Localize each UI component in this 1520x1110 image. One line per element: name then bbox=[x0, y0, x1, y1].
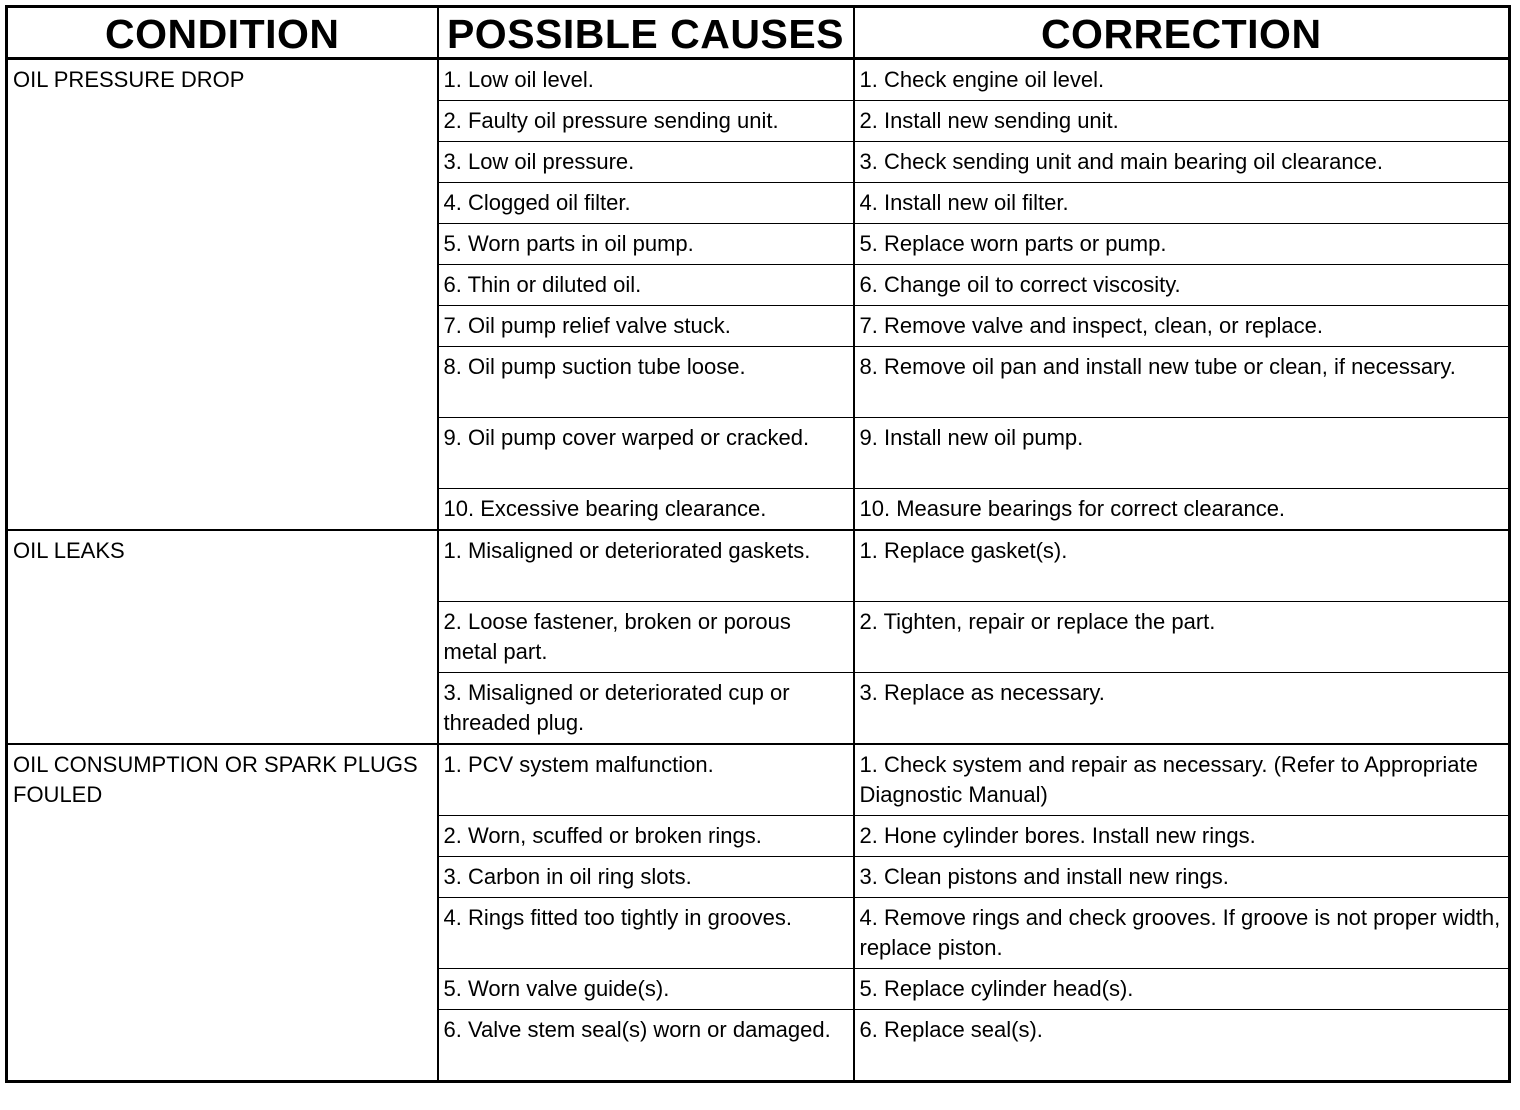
correction-cell: 7. Remove valve and inspect, clean, or replace. bbox=[854, 306, 1510, 347]
cause-cell: 1. PCV system malfunction. bbox=[438, 744, 854, 816]
condition-cell: OIL LEAKS bbox=[7, 530, 438, 744]
condition-cell: OIL PRESSURE DROP bbox=[7, 59, 438, 531]
cause-cell: 3. Carbon in oil ring slots. bbox=[438, 857, 854, 898]
cause-cell: 1. Misaligned or deteriorated gaskets. bbox=[438, 530, 854, 602]
cause-cell: 4. Rings fitted too tightly in grooves. bbox=[438, 898, 854, 969]
cause-cell: 6. Valve stem seal(s) worn or damaged. bbox=[438, 1010, 854, 1082]
cause-cell: 8. Oil pump suction tube loose. bbox=[438, 347, 854, 418]
correction-cell: 1. Check system and repair as necessary. (Refer to Appropriate Diagnostic Manual) bbox=[854, 744, 1510, 816]
cause-cell: 6. Thin or diluted oil. bbox=[438, 265, 854, 306]
cause-cell: 5. Worn parts in oil pump. bbox=[438, 224, 854, 265]
correction-cell: 9. Install new oil pump. bbox=[854, 418, 1510, 489]
correction-cell: 10. Measure bearings for correct clearance. bbox=[854, 489, 1510, 531]
cause-cell: 1. Low oil level. bbox=[438, 59, 854, 101]
correction-cell: 5. Replace cylinder head(s). bbox=[854, 969, 1510, 1010]
header-possible-causes: POSSIBLE CAUSES bbox=[438, 7, 854, 59]
correction-cell: 8. Remove oil pan and install new tube or clean, if necessary. bbox=[854, 347, 1510, 418]
correction-cell: 6. Change oil to correct viscosity. bbox=[854, 265, 1510, 306]
table-row bbox=[7, 744, 1510, 816]
table-row bbox=[7, 59, 1510, 101]
correction-cell: 3. Clean pistons and install new rings. bbox=[854, 857, 1510, 898]
header-condition: CONDITION bbox=[7, 7, 438, 59]
correction-cell: 4. Remove rings and check grooves. If groove is not proper width, replace piston. bbox=[854, 898, 1510, 969]
table-row bbox=[7, 530, 1510, 602]
correction-cell: 1. Check engine oil level. bbox=[854, 59, 1510, 101]
correction-cell: 3. Check sending unit and main bearing oil clearance. bbox=[854, 142, 1510, 183]
cause-cell: 9. Oil pump cover warped or cracked. bbox=[438, 418, 854, 489]
cause-cell: 2. Worn, scuffed or broken rings. bbox=[438, 816, 854, 857]
correction-cell: 5. Replace worn parts or pump. bbox=[854, 224, 1510, 265]
cause-cell: 3. Low oil pressure. bbox=[438, 142, 854, 183]
cause-cell: 10. Excessive bearing clearance. bbox=[438, 489, 854, 531]
cause-cell: 2. Faulty oil pressure sending unit. bbox=[438, 101, 854, 142]
correction-cell: 2. Tighten, repair or replace the part. bbox=[854, 602, 1510, 673]
header-row bbox=[7, 7, 1510, 59]
correction-cell: 2. Hone cylinder bores. Install new rings. bbox=[854, 816, 1510, 857]
correction-cell: 4. Install new oil filter. bbox=[854, 183, 1510, 224]
cause-cell: 3. Misaligned or deteriorated cup or threaded plug. bbox=[438, 673, 854, 745]
cause-cell: 2. Loose fastener, broken or porous metal part. bbox=[438, 602, 854, 673]
correction-cell: 6. Replace seal(s). bbox=[854, 1010, 1510, 1082]
condition-cell: OIL CONSUMPTION OR SPARK PLUGS FOULED bbox=[7, 744, 438, 1082]
cause-cell: 4. Clogged oil filter. bbox=[438, 183, 854, 224]
cause-cell: 5. Worn valve guide(s). bbox=[438, 969, 854, 1010]
correction-cell: 1. Replace gasket(s). bbox=[854, 530, 1510, 602]
correction-cell: 3. Replace as necessary. bbox=[854, 673, 1510, 745]
diagnosis-table bbox=[5, 5, 1511, 1083]
correction-cell: 2. Install new sending unit. bbox=[854, 101, 1510, 142]
header-correction: CORRECTION bbox=[854, 7, 1510, 59]
cause-cell: 7. Oil pump relief valve stuck. bbox=[438, 306, 854, 347]
